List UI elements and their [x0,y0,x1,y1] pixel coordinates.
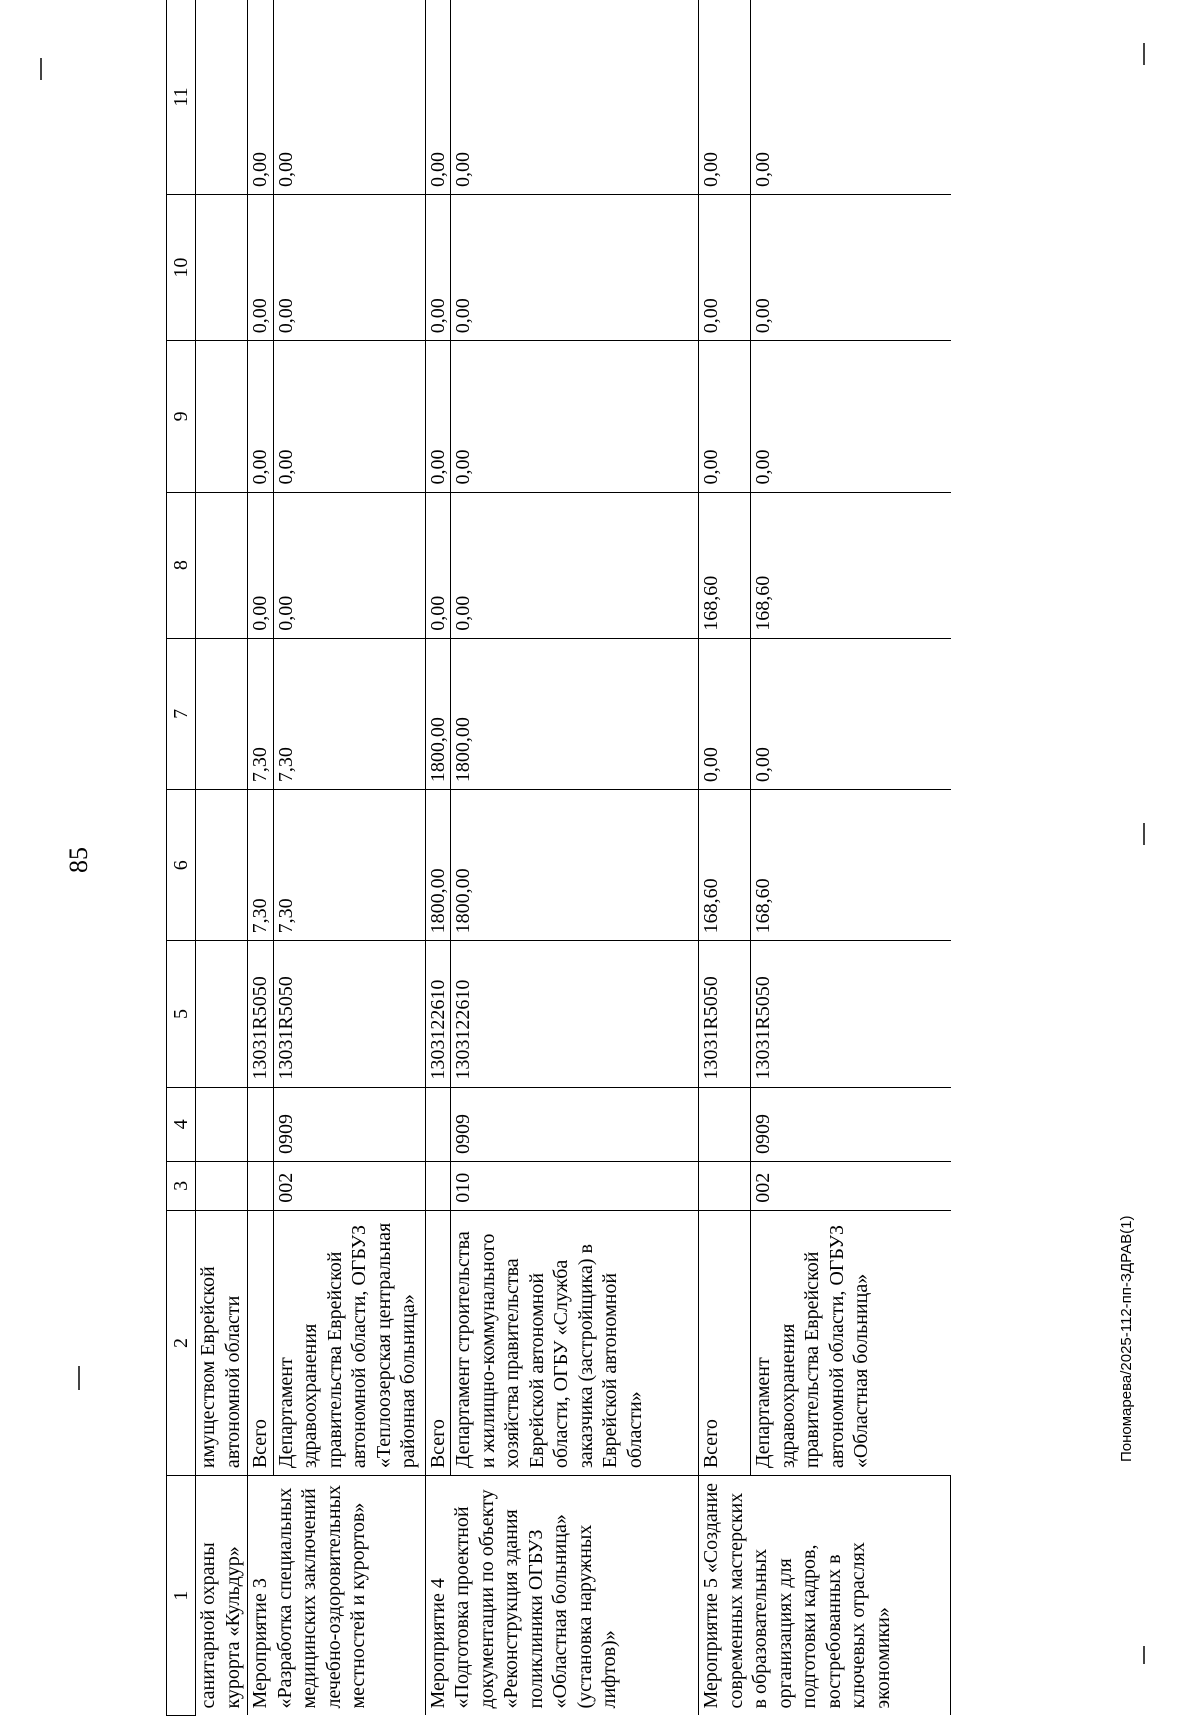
cell: 1303122610 [425,941,451,1087]
column-header: 3 [167,1161,196,1210]
executor-cell: Всего [699,1210,751,1475]
column-header: 8 [167,492,196,638]
cell: 0,00 [425,0,451,195]
column-header: 9 [167,341,196,492]
executor-cell: Департамент здравоохранения правительства Еврейской автономной области, ОГБУЗ «Теплоозерская центральная районная больница» [273,1210,425,1475]
cell: 0,00 [248,341,274,492]
cell: 0,00 [751,638,951,789]
cell: 0,00 [699,341,751,492]
scan-mark [78,1366,80,1390]
cell [196,341,248,492]
activity-cell: Мероприятие 4 «Подготовка проектной документации по объекту «Реконструкция здания поликлиники ОГБУЗ «Областная больница» (установка наружных лифтов)» [425,1476,699,1716]
cell: 13031R5050 [699,941,751,1087]
cell: 1800,00 [451,638,699,789]
table-row [699,0,751,1716]
cell: 0,00 [273,341,425,492]
scan-mark [1143,43,1145,65]
cell [196,1161,248,1210]
cell: 0,00 [425,341,451,492]
column-header: 2 [167,1210,196,1475]
cell [425,1087,451,1161]
cell [196,790,248,941]
cell [425,1161,451,1210]
cell: 0909 [273,1087,425,1161]
activity-cell: Мероприятие 5 «Создание современных мастерских в образовательных организациях для подготовки кадров, востребованных в ключевых отраслях экономики» [699,1476,951,1716]
cell: 1800,00 [425,790,451,941]
cell: 13031R5050 [751,941,951,1087]
cell [196,638,248,789]
cell [196,0,248,195]
cell: 0,00 [425,492,451,638]
cell: 0,00 [699,638,751,789]
executor-cell: Всего [248,1210,274,1475]
cell: 0,00 [273,0,425,195]
executor-cell: Департамент здравоохранения правительства Еврейской автономной области, ОГБУЗ «Областная больница» [751,1210,951,1475]
cell [196,941,248,1087]
cell: 0909 [451,1087,699,1161]
cell: 7,30 [248,638,274,789]
cell: 0,00 [751,341,951,492]
cell [196,492,248,638]
cell: 1800,00 [425,638,451,789]
cell: 0,00 [751,195,951,341]
cell [699,1087,751,1161]
cell: 13031R5050 [248,941,274,1087]
cell [699,1161,751,1210]
cell [248,1087,274,1161]
cell: 168,60 [699,790,751,941]
table-row [248,0,274,1716]
column-header: 1 [167,1476,196,1716]
cell: 0,00 [699,0,751,195]
page-number: 85 [64,847,93,873]
cell: 13031R5050 [273,941,425,1087]
column-header: 4 [167,1087,196,1161]
cell: 0,00 [273,492,425,638]
cell: 1303122610 [451,941,699,1087]
table-row [196,0,248,1716]
table-row [273,0,425,1716]
cell: 168,60 [751,492,951,638]
cell: 1800,00 [451,790,699,941]
activity-cell: санитарной охраны курорта «Кульдур» [196,1476,248,1716]
cell: 0,00 [248,492,274,638]
budget-table [166,0,951,1716]
table-row [425,0,451,1716]
table-row [451,0,699,1716]
cell: 0,00 [751,0,951,195]
cell: 7,30 [273,638,425,789]
cell: 7,30 [248,790,274,941]
document-code: Пономарева/2025-112-пп-ЗДРАВ(1) [1118,1215,1135,1462]
cell: 0,00 [451,0,699,195]
scan-mark [1143,823,1145,845]
cell [248,1161,274,1210]
executor-cell: имуществом Еврейской автономной области [196,1210,248,1475]
cell [196,195,248,341]
cell: 010 [451,1161,699,1210]
scan-mark [1143,1646,1145,1664]
cell: 7,30 [273,790,425,941]
cell: 0,00 [451,195,699,341]
column-header: 7 [167,638,196,789]
cell: 002 [751,1161,951,1210]
cell: 0909 [751,1087,951,1161]
activity-cell: Мероприятие 3 «Разработка специальных медицинских заключений лечебно-оздоровительных местностей и курортов» [248,1476,426,1716]
cell: 0,00 [699,195,751,341]
cell: 0,00 [451,341,699,492]
executor-cell: Всего [425,1210,451,1475]
cell: 0,00 [451,492,699,638]
column-header: 6 [167,790,196,941]
cell: 0,00 [273,195,425,341]
header-row [167,0,196,1716]
cell: 002 [273,1161,425,1210]
executor-cell: Департамент строительства и жилищно-коммунального хозяйства правительства Еврейской автономной области, ОГБУ «Служба заказчика (застройщика) в Еврейской автономной области» [451,1210,699,1475]
cell: 0,00 [248,195,274,341]
cell: 0,00 [248,0,274,195]
table-row [751,0,951,1716]
cell: 168,60 [699,492,751,638]
column-header: 5 [167,941,196,1087]
column-header: 11 [167,0,196,195]
cell: 0,00 [425,195,451,341]
column-header: 10 [167,195,196,341]
cell [196,1087,248,1161]
scan-mark [40,58,42,80]
cell: 168,60 [751,790,951,941]
